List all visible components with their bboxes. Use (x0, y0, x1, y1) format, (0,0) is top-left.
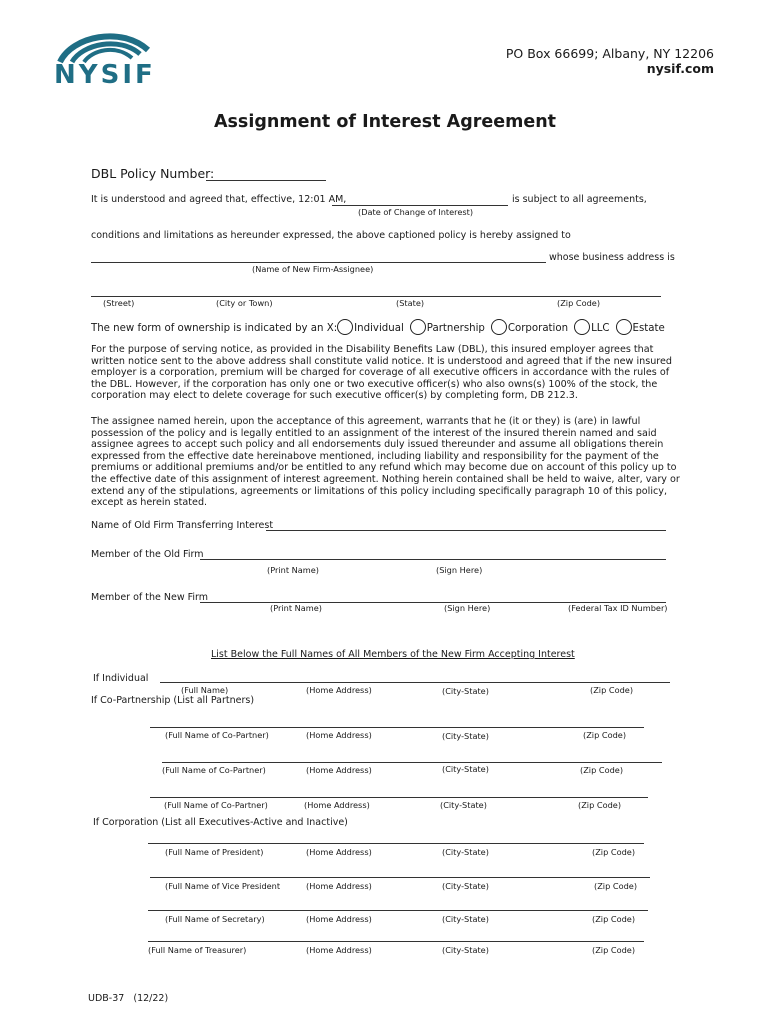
treasurer-caption-zip: (Zip Code) (592, 945, 636, 955)
partner-field[interactable] (150, 797, 648, 798)
new-sign-caption: (Sign Here) (444, 603, 491, 613)
assignee-paragraph: The assignee named herein, upon the acceptance of this agreement, warrants that he (it or they) is (are) in lawful possession of the policy and is legally entitled to an assignment of the interest of the insured therein named and said assignee agrees to accept such policy and all endorsements duly issued thereunder and assume all obligations therein expressed from the effective date hereinabove mentioned, including liability and responsibility for the payment of the premiums or additional premiums and/or be entitled to any refund which may become due on account of this policy up to the effective date of this assignment of interest agreement. Nothing herein contained shall be held to waive, alter, vary or extend any of the stipulations, agreements or limitations of this policy including specifically paragraph 10 of this policy, except as herein stated. (91, 416, 680, 509)
partner-caption-address: (Home Address) (306, 765, 372, 775)
radio-corporation[interactable] (491, 319, 507, 335)
old-sign-caption: (Sign Here) (436, 565, 483, 575)
date-of-change-field[interactable] (332, 205, 508, 206)
individual-caption-address: (Home Address) (306, 685, 372, 695)
president-caption-zip: (Zip Code) (592, 847, 636, 857)
effective-tail: is subject to all agreements, (512, 194, 647, 205)
corporation-label: If Corporation (List all Executives-Active and Inactive) (93, 817, 348, 828)
treasurer-caption-name: (Full Name of Treasurer) (148, 945, 247, 955)
street-caption: (Street) (103, 298, 135, 308)
ownership-label: The new form of ownership is indicated by an X: (91, 323, 338, 334)
individual-caption-name: (Full Name) (181, 685, 229, 695)
new-firm-tail: whose business address is (549, 252, 675, 263)
date-of-change-caption: (Date of Change of Interest) (358, 207, 474, 217)
form-date: (12/22) (133, 993, 169, 1004)
option-individual: Individual (354, 323, 404, 334)
partner-caption-zip: (Zip Code) (583, 730, 627, 740)
vp-caption-name: (Full Name of Vice President (165, 881, 281, 891)
secretary-caption-address: (Home Address) (306, 914, 372, 924)
partner-field[interactable] (162, 762, 662, 763)
tax-id-caption: (Federal Tax ID Number) (568, 603, 668, 613)
option-corporation: Corporation (507, 323, 569, 334)
state-caption: (State) (396, 298, 425, 308)
option-partnership: Partnership (426, 323, 485, 334)
notice-paragraph: For the purpose of serving notice, as provided in the Disability Benefits Law (DBL), this insured employer agrees that written notice sent to the above address shall constitute valid notice. It is understood and agreed that if the new insured employer is a corporation, premium will be charged for coverage of all executive officers in accordance with the rules of the DBL. However, if the corporation has only one or two executive officer(s) who also owns(s) 100% of the stock, the corporation may elect to delete coverage for such executive officer(s) by completing form, DB 212.3. (91, 344, 672, 402)
partner-caption-address: (Home Address) (306, 730, 372, 740)
logo-text: NYSIF (54, 60, 156, 90)
president-caption-city: (City-State) (442, 847, 489, 857)
secretary-field[interactable] (148, 910, 648, 911)
partner-caption-zip: (Zip Code) (580, 765, 624, 775)
members-heading: List Below the Full Names of All Members of the New Firm Accepting Interest (211, 649, 575, 660)
president-caption-address: (Home Address) (306, 847, 372, 857)
vp-caption-city: (City-State) (442, 881, 489, 891)
partnership-label: If Co-Partnership (List all Partners) (91, 695, 255, 706)
old-firm-member-label: Member of the Old Firm (91, 549, 204, 560)
partner-caption-address: (Home Address) (304, 800, 370, 810)
old-firm-name-field[interactable] (266, 530, 666, 531)
individual-caption-city: (City-State) (442, 686, 489, 696)
radio-llc[interactable] (574, 319, 590, 335)
secretary-caption-city: (City-State) (442, 914, 489, 924)
radio-estate[interactable] (616, 319, 632, 335)
president-caption-name: (Full Name of President) (165, 847, 264, 857)
conditions-text: conditions and limitations as hereunder expressed, the above captioned policy is hereby assigned to (91, 230, 571, 241)
treasurer-field[interactable] (148, 941, 644, 942)
header-website[interactable]: nysif.com (646, 61, 714, 76)
policy-number-field[interactable] (206, 180, 326, 181)
partner-field[interactable] (150, 727, 644, 728)
individual-caption-zip: (Zip Code) (590, 685, 634, 695)
policy-number-label: DBL Policy Number: (91, 166, 215, 181)
new-print-caption: (Print Name) (270, 603, 322, 613)
vp-caption-address: (Home Address) (306, 881, 372, 891)
treasurer-caption-city: (City-State) (442, 945, 489, 955)
partner-caption-name: (Full Name of Co-Partner) (165, 730, 269, 740)
page-title: Assignment of Interest Agreement (213, 112, 557, 132)
secretary-caption-zip: (Zip Code) (592, 914, 636, 924)
old-print-caption: (Print Name) (267, 565, 319, 575)
vice-president-field[interactable] (150, 877, 650, 878)
old-firm-member-field[interactable] (200, 559, 666, 560)
partner-caption-city: (City-State) (442, 764, 489, 774)
individual-label: If Individual (93, 673, 149, 684)
new-firm-member-label: Member of the New Firm (91, 592, 209, 603)
option-estate: Estate (632, 323, 665, 334)
partner-caption-city: (City-State) (440, 800, 487, 810)
option-llc: LLC (591, 323, 610, 334)
business-address-field[interactable] (91, 296, 661, 297)
footer (88, 993, 168, 1004)
header-address: PO Box 66699; Albany, NY 12206 (505, 46, 714, 61)
treasurer-caption-address: (Home Address) (306, 945, 372, 955)
partner-caption-name: (Full Name of Co-Partner) (164, 800, 268, 810)
city-caption: (City or Town) (216, 298, 273, 308)
new-firm-name-field[interactable] (91, 262, 546, 263)
zip-caption: (Zip Code) (557, 298, 601, 308)
partner-caption-zip: (Zip Code) (578, 800, 622, 810)
form-id: UDB-37 (88, 993, 125, 1004)
ownership-row (91, 320, 671, 336)
secretary-caption-name: (Full Name of Secretary) (165, 914, 265, 924)
effective-lead: It is understood and agreed that, effective, 12:01 AM, (91, 194, 347, 205)
radio-individual[interactable] (337, 319, 353, 335)
radio-partnership[interactable] (410, 319, 426, 335)
vp-caption-zip: (Zip Code) (594, 881, 638, 891)
partner-caption-city: (City-State) (442, 731, 489, 741)
president-field[interactable] (148, 843, 644, 844)
individual-field[interactable] (160, 682, 670, 683)
new-firm-caption: (Name of New Firm-Assignee) (252, 264, 374, 274)
old-firm-name-label: Name of Old Firm Transferring Interest (91, 520, 274, 531)
partner-caption-name: (Full Name of Co-Partner) (162, 765, 266, 775)
